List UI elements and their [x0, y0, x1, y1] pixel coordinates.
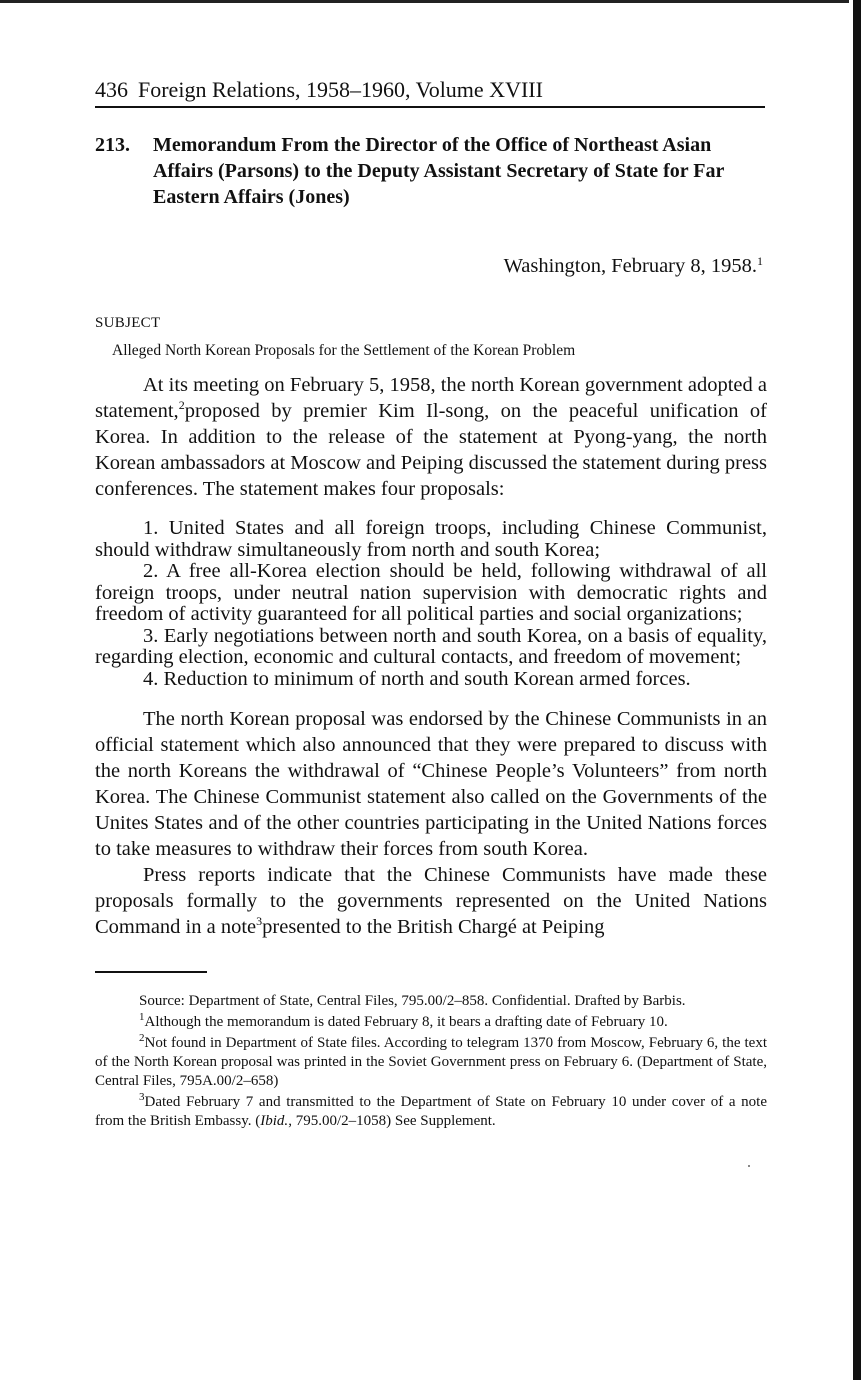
footnote-3-marker: 3 [139, 1091, 145, 1103]
volume-title: Foreign Relations, 1958–1960, Volume XVIII [138, 77, 543, 102]
paragraph-3 [95, 862, 767, 940]
document-title: Memorandum From the Director of the Office of Northeast Asian Affairs (Parsons) to the Deputy Assistant Secretary of State for Far Eastern Affairs (Jones) [153, 134, 725, 208]
proposals-list [95, 518, 767, 690]
subject-label: SUBJECT [95, 315, 161, 331]
footnote-2-text: Not found in Department of State files. According to telegram 1370 from Moscow, February 6, the text of the North Korean proposal was printed in the Soviet Government press on February 6. (Department of State, Central Files, 795A.00/2–658) [95, 1035, 767, 1089]
paragraph-1-part-a: At its meeting on February 5, 1958, the north Korean government adopted a statement, [95, 374, 767, 422]
footnote-ref-2[interactable]: 2 [178, 398, 185, 412]
paragraph-1-part-b: proposed by premier Kim Il-song, on the peaceful unification of Korea. In addition to the release of the statement at Pyong-yang, the north Korean ambassadors at Moscow and Peiping discussed the statement during press conferences. The statement makes four proposals: [95, 400, 767, 500]
memo-body [95, 372, 767, 940]
footnotes [95, 992, 767, 1131]
dateline-text: Washington, February 8, 1958. [503, 255, 757, 277]
footnote-3-text-b: , 795.00/2–1058) See Supplement. [288, 1113, 496, 1129]
footnote-1-text: Although the memorandum is dated February 8, it bears a drafting date of February 10. [144, 1014, 668, 1030]
running-head-rule [95, 106, 765, 108]
running-head [95, 76, 767, 104]
footnote-2-marker: 2 [139, 1032, 145, 1044]
source-note: Source: Department of State, Central Files, 795.00/2–858. Confidential. Drafted by Barbis. [139, 993, 686, 1009]
page-edge-right [853, 0, 861, 1380]
footnote-1 [95, 1013, 767, 1032]
paragraph-1 [95, 372, 767, 502]
footnote-3 [95, 1093, 767, 1131]
page-edge-top [0, 0, 861, 3]
footnote-1-marker: 1 [139, 1011, 145, 1023]
footnote-3-ibid: Ibid. [260, 1113, 289, 1129]
footnote-ref-1[interactable]: 1 [757, 254, 763, 268]
paragraph-3-part-b: presented to the British Chargé at Peiping [262, 916, 605, 938]
paragraph-2: The north Korean proposal was endorsed by the Chinese Communists in an official statement which also announced that they were prepared to discuss with the north Koreans the withdrawal of “Chinese People’s Volunteers” from north Korea. The Chinese Communist statement also called on the Governments of the Unites States and of the other countries participating in the United Nations forces to take measures to withdraw their forces from south Korea. [95, 708, 767, 860]
document-page [95, 76, 767, 1133]
footnote-2 [95, 1034, 767, 1091]
footnote-rule [95, 971, 207, 973]
proposal-item-3: 3. Early negotiations between north and south Korea, on a basis of equality, regarding election, economic and cultural contacts, and freedom of movement; [95, 624, 767, 668]
document-heading [95, 132, 767, 210]
proposal-item-4: 4. Reduction to minimum of north and south Korean armed forces. [143, 667, 691, 690]
proposal-item-1: 1. United States and all foreign troops, including Chinese Communist, should withdraw simultaneously from north and south Korea; [95, 517, 767, 561]
proposal-item-2: 2. A free all-Korea election should be held, following withdrawal of all foreign troops, under neutral nation supervision with democratic rights and freedom of activity guaranteed for all political parties and social organizations; [95, 560, 767, 625]
paragraph-3-part-a: Press reports indicate that the Chinese Communists have made these proposals formally to the governments represented on the United Nations Command in a note [95, 864, 767, 938]
document-number: 213. [95, 134, 130, 156]
subject-text: Alleged North Korean Proposals for the Settlement of the Korean Problem [112, 342, 576, 359]
dateline [95, 248, 767, 279]
footnote-ref-3[interactable]: 3 [256, 914, 263, 928]
scan-speck [748, 1165, 750, 1167]
page-number: 436 [95, 77, 128, 102]
footnote-3-text-a: Dated February 7 and transmitted to the Department of State on February 10 under cover of a note from the British Embassy. ( [95, 1094, 767, 1129]
